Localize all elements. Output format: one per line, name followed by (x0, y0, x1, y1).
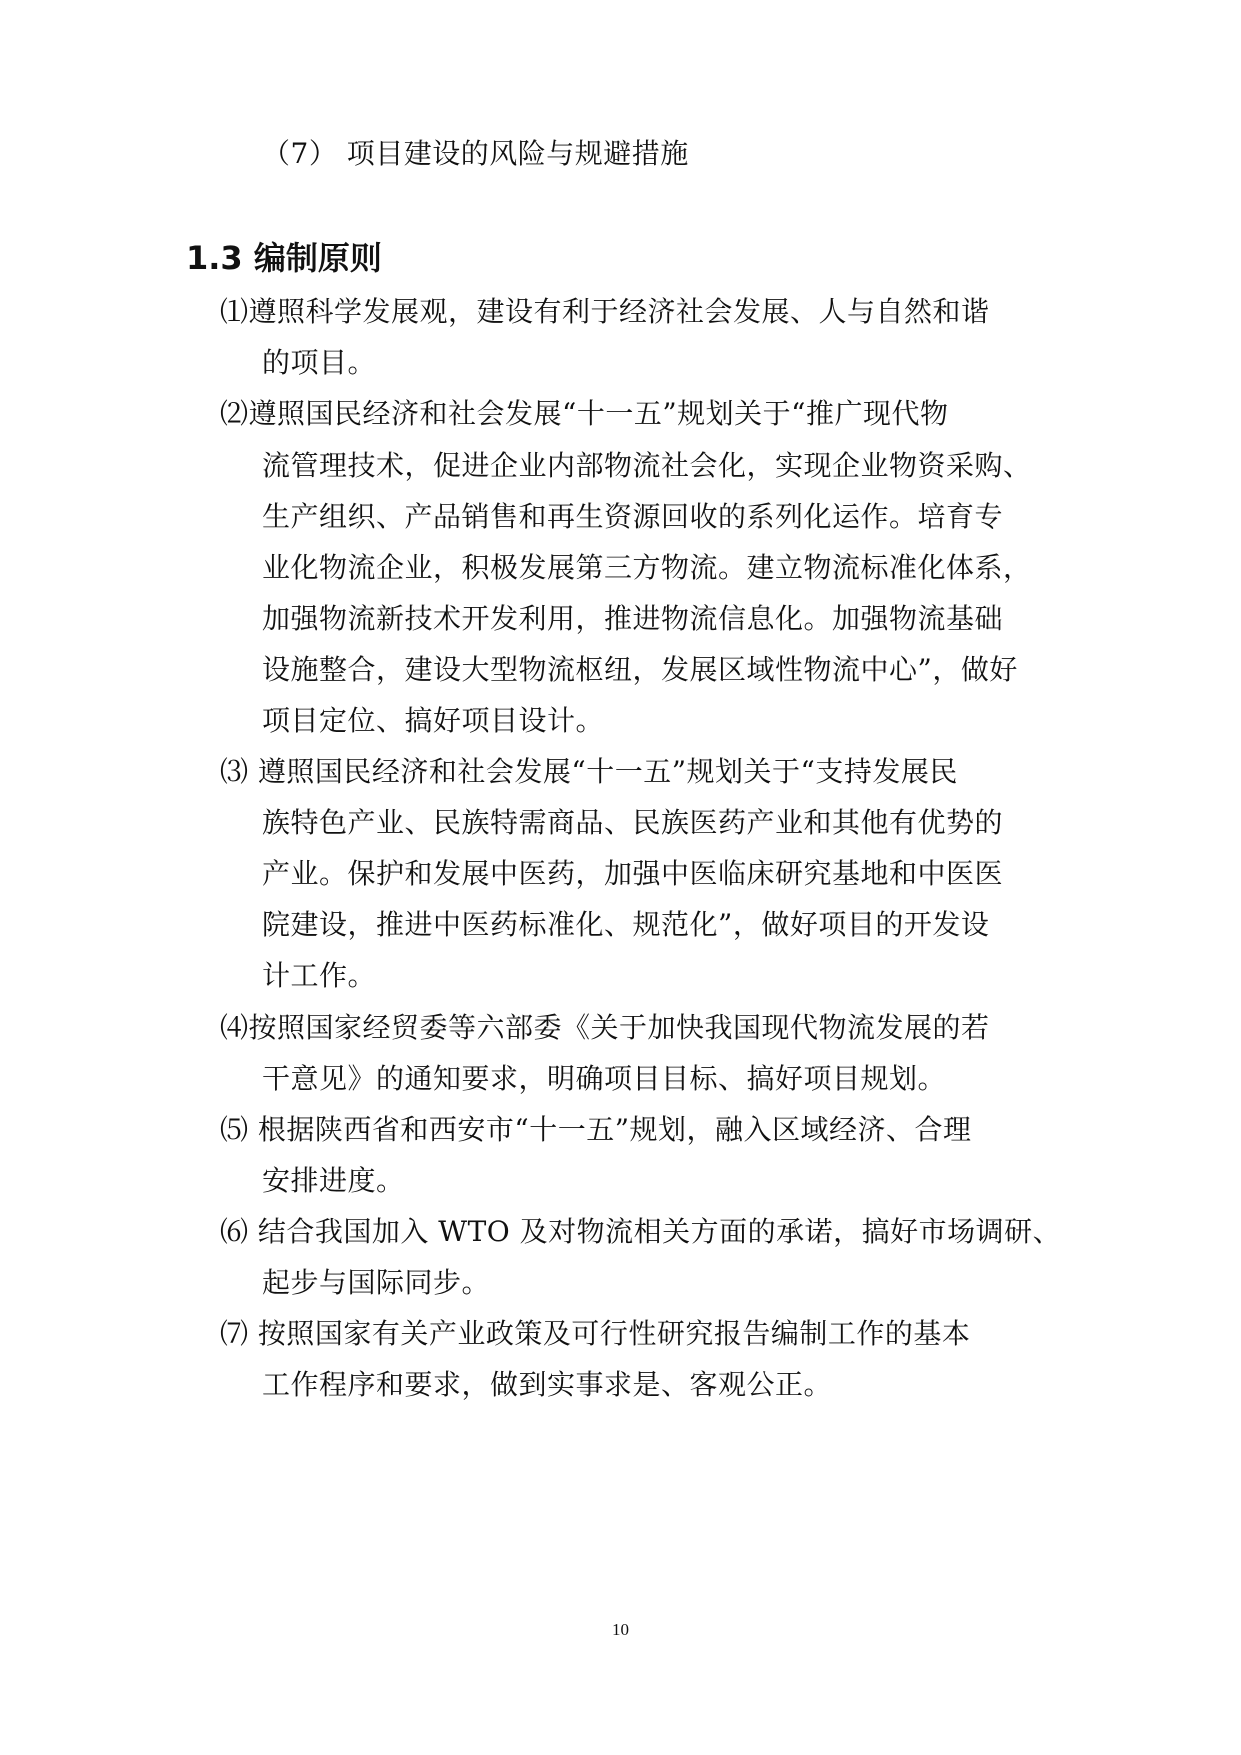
item-5-line-2: 安排进度。 (262, 1164, 405, 1197)
item-3-line-1: ⑶ 遵照国民经济和社会发展“十一五”规划关于“支持发展民 (220, 755, 958, 788)
item-3-line-2: 族特色产业、民族特需商品、民族医药产业和其他有优势的 (262, 806, 1004, 839)
item-2-line-7: 项目定位、搞好项目设计。 (262, 704, 605, 737)
item-2-line-1: ⑵遵照国民经济和社会发展“十一五”规划关于“推广现代物 (220, 397, 949, 430)
item-3-line-5: 计工作。 (262, 959, 377, 992)
item-4-line-1: ⑷按照国家经贸委等六部委《关于加快我国现代物流发展的若 (220, 1011, 990, 1044)
item-4-line-2: 干意见》的通知要求，明确项目目标、搞好项目规划。 (262, 1062, 947, 1095)
item-2-line-5: 加强物流新技术开发利用，推进物流信息化。加强物流基础 (262, 602, 1004, 635)
item-7-line-1: ⑺ 按照国家有关产业政策及可行性研究报告编制工作的基本 (220, 1317, 971, 1350)
item-6-line-1: ⑹ 结合我国加入 WTO 及对物流相关方面的承诺，搞好市场调研、 (220, 1215, 1062, 1248)
item-7-line-2: 工作程序和要求，做到实事求是、客观公正。 (262, 1368, 833, 1401)
page-number: 10 (612, 1620, 629, 1639)
intro-line: （7） 项目建设的风险与规避措施 (262, 137, 689, 170)
item-5-line-1: ⑸ 根据陕西省和西安市“十一五”规划，融入区域经济、合理 (220, 1113, 972, 1146)
item-2-line-4: 业化物流企业，积极发展第三方物流。建立物流标准化体系， (262, 551, 1032, 584)
item-2-line-6: 设施整合，建设大型物流枢纽，发展区域性物流中心”，做好 (262, 653, 1018, 686)
item-1-line-2: 的项目。 (262, 346, 377, 379)
item-2-line-3: 生产组织、产品销售和再生资源回收的系列化运作。培育专 (262, 500, 1004, 533)
item-2-line-2: 流管理技术，促进企业内部物流社会化，实现企业物资采购、 (262, 449, 1032, 482)
section-heading: 1.3 编制原则 (186, 239, 382, 277)
item-3-line-4: 院建设，推进中医药标准化、规范化”，做好项目的开发设 (262, 908, 990, 941)
item-1-line-1: ⑴遵照科学发展观，建设有利于经济社会发展、人与自然和谐 (220, 295, 990, 328)
item-6-line-2: 起步与国际同步。 (262, 1266, 491, 1299)
item-3-line-3: 产业。保护和发展中医药，加强中医临床研究基地和中医医 (262, 857, 1004, 890)
